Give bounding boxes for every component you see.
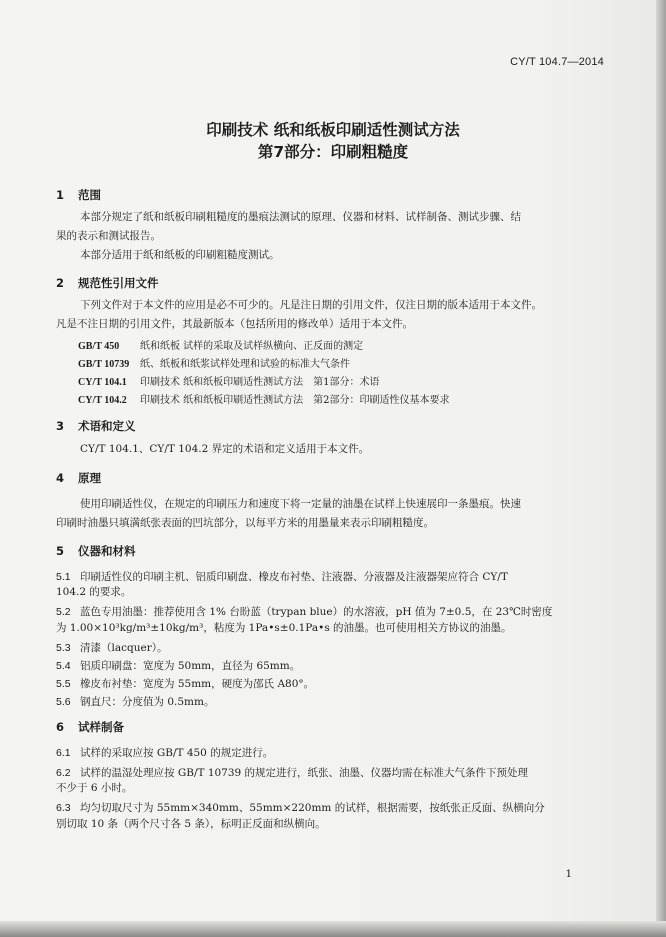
reference-item bbox=[78, 373, 380, 388]
section-heading-references bbox=[56, 275, 159, 291]
standard-code: CY/T 104.7—2014 bbox=[510, 56, 604, 68]
reference-item bbox=[78, 337, 363, 352]
section-number: 5 bbox=[56, 544, 65, 558]
section-number: 6 bbox=[56, 720, 65, 734]
page-number: 1 bbox=[565, 869, 572, 880]
reference-code: CY/T 104.2 bbox=[78, 395, 127, 406]
section-number: 1 bbox=[56, 188, 65, 202]
clause-text: 试样的采取应按 GB/T 450 的规定进行。 bbox=[80, 747, 274, 759]
paragraph: 果的表示和测试报告。 bbox=[56, 230, 161, 242]
paragraph: 下列文件对于本文件的应用是必不可少的。凡是注日期的引用文件，仅注日期的版本适用于本文件。 bbox=[80, 299, 542, 311]
reference-code: GB/T 10739 bbox=[78, 359, 130, 370]
clause-5-6 bbox=[56, 694, 214, 709]
clause-number: 6.3 bbox=[56, 802, 71, 814]
section-heading-apparatus bbox=[56, 543, 136, 559]
clause-number: 5.5 bbox=[56, 678, 71, 690]
section-number: 2 bbox=[56, 276, 65, 290]
paragraph: CY/T 104.1、CY/T 104.2 界定的术语和定义适用于本文件。 bbox=[80, 443, 370, 455]
section-heading-terms bbox=[56, 418, 136, 434]
section-number: 4 bbox=[56, 471, 65, 485]
clause-6-1 bbox=[56, 745, 273, 760]
clause-text: 均匀切取尺寸为 55mm×340mm、55mm×220mm 的试样，根据需要，按纸张正反面、纵横向分 bbox=[80, 802, 545, 814]
section-number: 3 bbox=[56, 419, 65, 433]
paragraph: 印刷时油墨只填满纸张表面的凹坑部分，以每平方米的用墨量来表示印刷粗糙度。 bbox=[56, 517, 434, 529]
section-title: 原理 bbox=[78, 471, 101, 485]
reference-item bbox=[78, 355, 350, 370]
paragraph: 使用印刷适性仪，在规定的印刷压力和速度下将一定量的油墨在试样上快速展印一条墨痕。快速 bbox=[80, 498, 521, 510]
section-heading-specimen-preparation bbox=[56, 719, 124, 735]
document-title: 印刷技术 纸和纸板印刷适性测试方法 bbox=[206, 121, 460, 139]
reference-title: 印刷技术 纸和纸板印刷适性测试方法 第1部分：术语 bbox=[140, 377, 380, 388]
reference-title: 纸和纸板 试样的采取及试样纵横向、正反面的测定 bbox=[140, 341, 364, 352]
clause-6-2 bbox=[56, 765, 528, 780]
clause-number: 5.1 bbox=[56, 571, 71, 583]
section-title: 范围 bbox=[78, 188, 101, 202]
section-title: 术语和定义 bbox=[78, 419, 136, 433]
clause-text: 试样的温湿处理应按 GB/T 10739 的规定进行，纸张、油墨、仪器均需在标准大气条件下预处理 bbox=[80, 767, 529, 779]
clause-text-continued: 不少于 6 小时。 bbox=[56, 782, 133, 794]
clause-text: 橡皮布衬垫：宽度为 55mm，硬度为邵氏 A80°。 bbox=[80, 678, 315, 690]
clause-5-2 bbox=[56, 604, 552, 619]
reference-title: 印刷技术 纸和纸板印刷适性测试方法 第2部分：印刷适性仪基本要求 bbox=[140, 395, 450, 406]
reference-title: 纸、纸板和纸浆试样处理和试验的标准大气条件 bbox=[140, 359, 350, 370]
clause-text-continued: 为 1.00×10³kg/m³±10kg/m³，粘度为 1Pa•s±0.1Pa•s 的油墨。也可使用相关方协议的油墨。 bbox=[56, 622, 512, 634]
section-title: 试样制备 bbox=[78, 720, 124, 734]
document-subtitle: 第7部分：印刷粗糙度 bbox=[257, 143, 409, 161]
paragraph: 本部分规定了纸和纸板印刷粗糙度的墨痕法测试的原理、仪器和材料、试样制备、测试步骤、结 bbox=[80, 211, 521, 223]
section-title: 规范性引用文件 bbox=[78, 276, 159, 290]
clause-number: 6.2 bbox=[56, 767, 71, 779]
clause-5-4 bbox=[56, 658, 300, 673]
page-bottom-shadow bbox=[0, 921, 666, 937]
paragraph: 凡是不注日期的引用文件，其最新版本（包括所用的修改单）适用于本文件。 bbox=[56, 318, 413, 330]
clause-text: 蓝色专用油墨：推荐使用含 1% 台盼蓝（trypan blue）的水溶液，pH 值为 7±0.5，在 23℃时密度 bbox=[80, 606, 553, 618]
reference-item bbox=[78, 391, 450, 406]
clause-5-1 bbox=[56, 569, 508, 584]
clause-5-3 bbox=[56, 640, 167, 655]
clause-5-5 bbox=[56, 676, 314, 691]
clause-text: 钢直尺：分度值为 0.5mm。 bbox=[80, 696, 215, 708]
paragraph: 本部分适用于纸和纸板的印刷粗糙度测试。 bbox=[80, 249, 280, 261]
clause-number: 5.3 bbox=[56, 642, 71, 654]
clause-number: 5.2 bbox=[56, 606, 71, 618]
clause-6-3 bbox=[56, 800, 545, 815]
clause-text: 铝质印刷盘：宽度为 50mm，直径为 65mm。 bbox=[80, 660, 301, 672]
reference-code: CY/T 104.1 bbox=[78, 377, 127, 388]
clause-number: 5.6 bbox=[56, 696, 71, 708]
clause-text-continued: 104.2 的要求。 bbox=[56, 586, 132, 598]
clause-number: 5.4 bbox=[56, 660, 71, 672]
section-heading-scope bbox=[56, 187, 101, 203]
section-title: 仪器和材料 bbox=[78, 544, 136, 558]
clause-text-continued: 别切取 10 条（两个尺寸各 5 条），标明正反面和纵横向。 bbox=[56, 818, 326, 830]
clause-number: 6.1 bbox=[56, 747, 71, 759]
reference-code: GB/T 450 bbox=[78, 341, 120, 352]
section-heading-principle bbox=[56, 470, 101, 486]
clause-text: 清漆（lacquer）。 bbox=[80, 642, 168, 654]
clause-text: 印刷适性仪的印刷主机、铝质印刷盘、橡皮布衬垫、注液器、分液器及注液器架应符合 CY/T bbox=[80, 571, 508, 583]
